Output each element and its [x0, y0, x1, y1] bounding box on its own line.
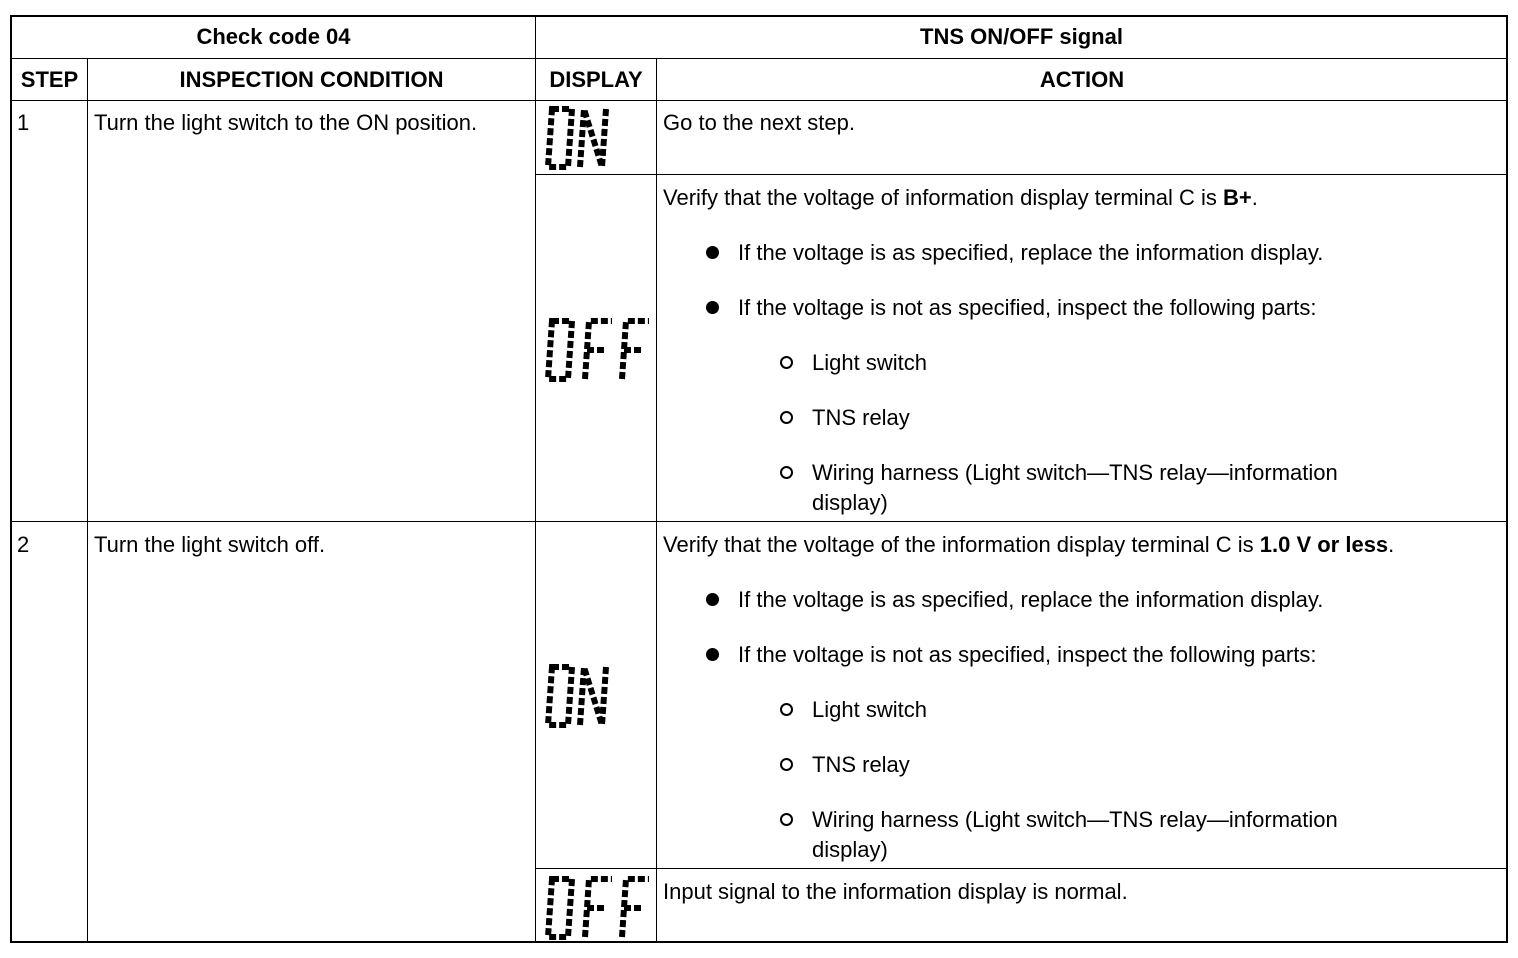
grid-line: [11, 58, 1507, 59]
grid-line: [656, 58, 657, 942]
voltage-value: B+: [1223, 185, 1252, 210]
lcd-on-display: [542, 664, 622, 728]
verify-text: Verify that the voltage of information display terminal C is B+.: [663, 185, 1258, 210]
inspection-condition: Turn the light switch off.: [94, 532, 326, 557]
bullet-icon: [706, 593, 719, 606]
part-item: Wiring harness (Light switch—TNS relay—information: [812, 460, 1338, 485]
part-item: Light switch: [812, 697, 927, 722]
step-number: 1: [17, 110, 30, 135]
bullet-text: If the voltage is not as specified, inspect the following parts:: [738, 642, 1317, 667]
sub-bullet-icon: [780, 411, 793, 424]
action-text: Input signal to the information display is normal.: [663, 879, 1128, 904]
part-item: Light switch: [812, 350, 927, 375]
action-text: Go to the next step.: [663, 110, 856, 135]
bullet-text: If the voltage is as specified, replace the information display.: [738, 240, 1324, 265]
grid-line: [87, 58, 88, 942]
step-number: 2: [17, 532, 30, 557]
bullet-text: If the voltage is as specified, replace the information display.: [738, 587, 1324, 612]
column-header-display: DISPLAY: [549, 67, 643, 92]
inspection-condition: Turn the light switch to the ON position.: [94, 110, 478, 135]
sub-bullet-icon: [780, 813, 793, 826]
lcd-off-display: [542, 876, 654, 940]
bullet-text: If the voltage is not as specified, inspect the following parts:: [738, 295, 1317, 320]
part-item: Wiring harness (Light switch—TNS relay—information: [812, 807, 1338, 832]
grid-line: [535, 174, 1507, 175]
bullet-icon: [706, 246, 719, 259]
part-item-continued: display): [812, 837, 888, 862]
part-item-continued: display): [812, 490, 888, 515]
grid-line: [535, 868, 1507, 869]
part-item: TNS relay: [812, 752, 910, 777]
check-code-title: Check code 04: [196, 24, 351, 49]
column-header-condition: INSPECTION CONDITION: [179, 67, 444, 92]
grid-line: [11, 521, 1507, 522]
part-item: TNS relay: [812, 405, 910, 430]
sub-bullet-icon: [780, 703, 793, 716]
bullet-icon: [706, 648, 719, 661]
voltage-value: 1.0 V or less: [1259, 532, 1389, 557]
lcd-off-display: [542, 318, 654, 382]
sub-bullet-icon: [780, 758, 793, 771]
column-header-action: ACTION: [1039, 67, 1125, 92]
grid-line: [11, 100, 1507, 101]
lcd-on-display: [542, 106, 622, 170]
sub-bullet-icon: [780, 466, 793, 479]
grid-line: [535, 16, 536, 942]
column-header-step: STEP: [20, 67, 79, 92]
signal-title: TNS ON/OFF signal: [920, 24, 1123, 49]
sub-bullet-icon: [780, 356, 793, 369]
verify-text: Verify that the voltage of the information display terminal C is 1.0 V or less.: [663, 532, 1395, 557]
bullet-icon: [706, 301, 719, 314]
